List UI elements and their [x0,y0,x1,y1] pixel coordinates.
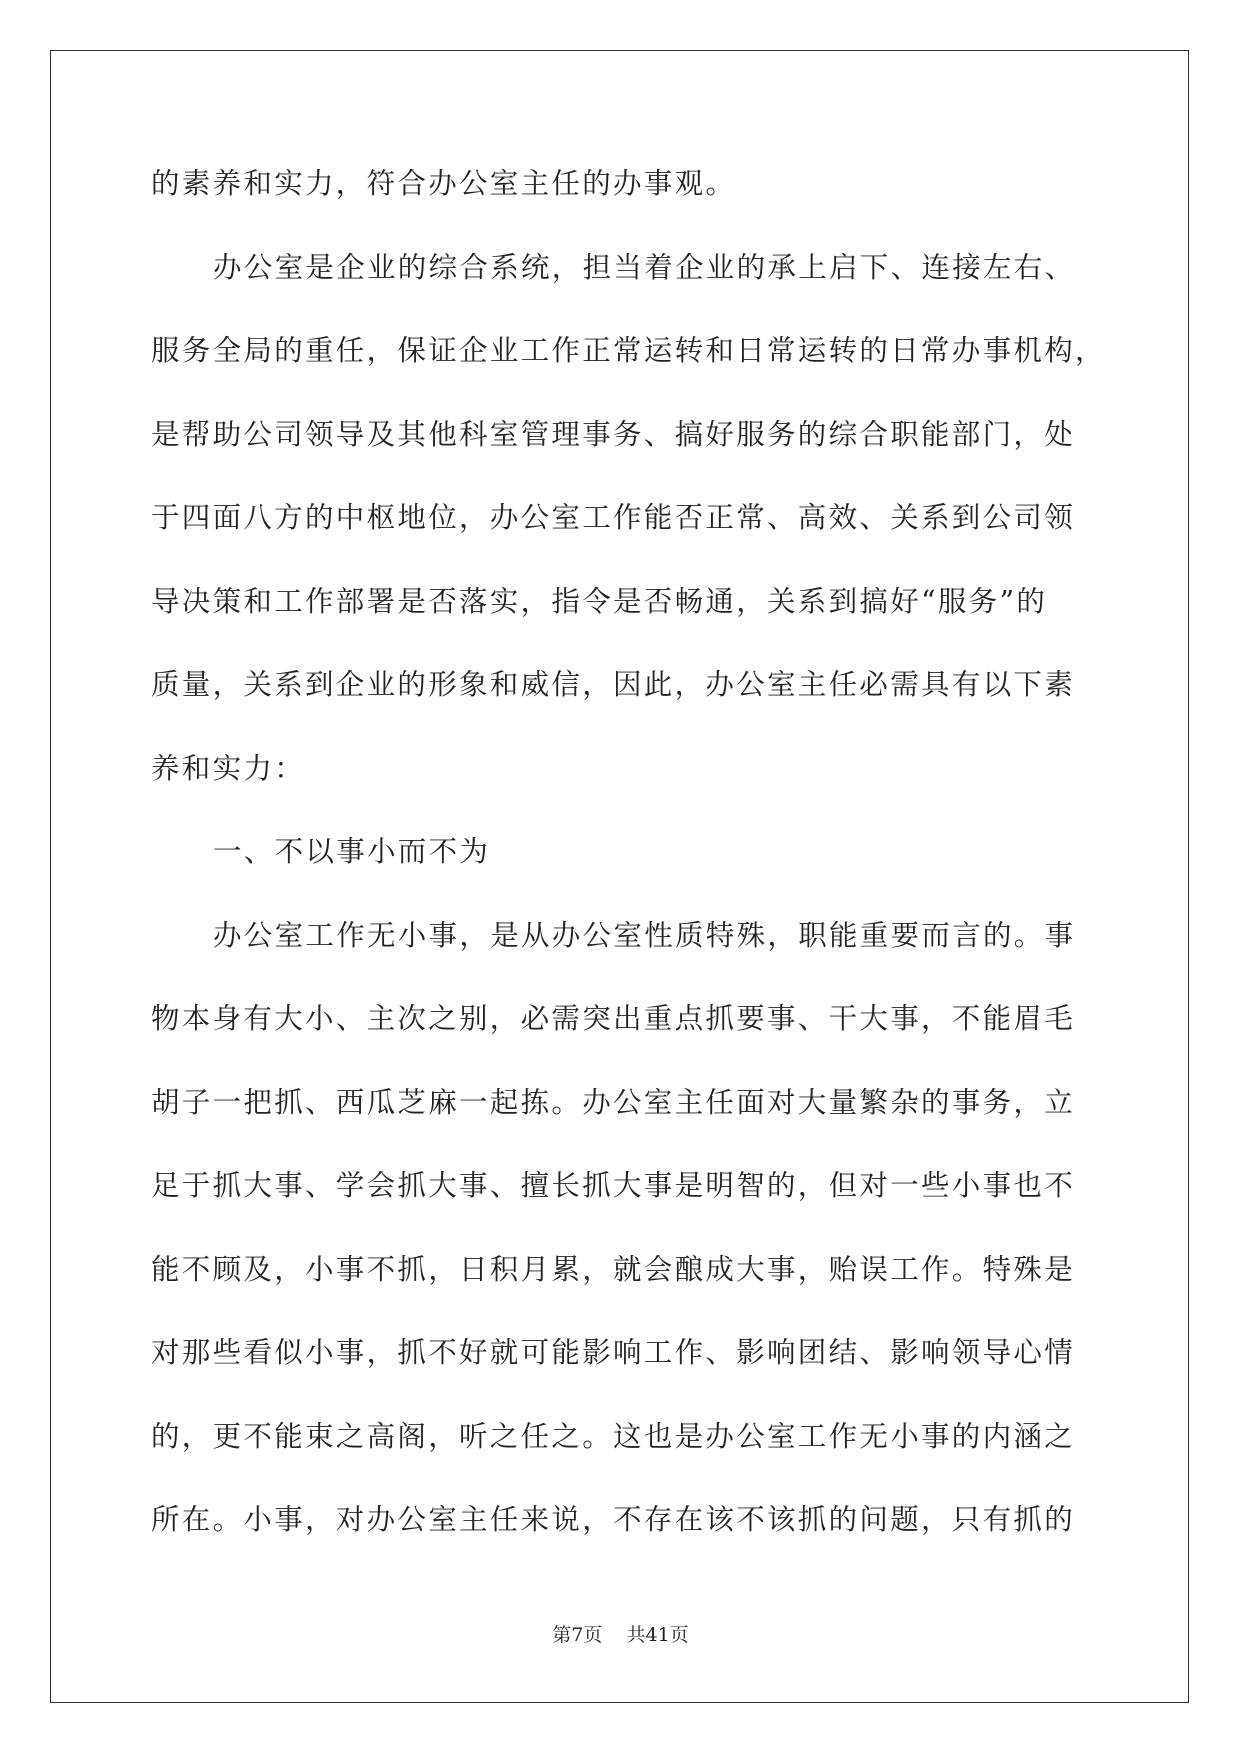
text-line: 的素养和实力，符合办公室主任的办事观。 [151,167,737,200]
text-line: 服务全局的重任，保证企业工作正常运转和日常运转的日常办事机构， [151,334,1106,367]
text-line: 导决策和工作部署是否落实，指令是否畅通，关系到搞好“服务”的 [151,584,1048,618]
page-total: 共41页 [626,1624,689,1646]
text-line: 一、不以事小而不为 [213,835,491,868]
text-line: 物本身有大小、主次之别，必需突出重点抓要事、干大事，不能眉毛 [151,1002,1076,1035]
page-number: 第7页 [552,1624,603,1646]
text-line: 质量，关系到企业的形象和威信，因此，办公室主任必需具有以下素 [151,668,1076,701]
text-line: 的，更不能束之高阁，听之任之。这也是办公室工作无小事的内涵之 [151,1419,1076,1453]
page-footer [0,1620,1241,1647]
footer-gap [602,1624,626,1646]
document-body [151,162,1106,1582]
text-line: 所在。小事，对办公室主任来说，不存在该不该抓的问题，只有抓的 [151,1503,1076,1536]
text-line: 足于抓大事、学会抓大事、擅长抓大事是明智的，但对一些小事也不 [151,1169,1076,1202]
text-line: 胡子一把抓、西瓜芝麻一起拣。办公室主任面对大量繁杂的事务，立 [151,1085,1076,1119]
text-line: 养和实力： [151,751,306,785]
text-line: 对那些看似小事，抓不好就可能影响工作、影响团结、影响领导心情 [151,1336,1076,1369]
text-line: 于四面八方的中枢地位，办公室工作能否正常、高效、关系到公司领 [151,501,1076,534]
text-line: 办公室是企业的综合系统，担当着企业的承上启下、连接左右、 [213,250,1076,284]
text-line: 办公室工作无小事，是从办公室性质特殊，职能重要而言的。事 [213,918,1076,952]
text-line: 能不顾及，小事不抓，日积月累，就会酿成大事，贻误工作。特殊是 [151,1252,1076,1286]
text-line: 是帮助公司领导及其他科室管理事务、搞好服务的综合职能部门，处 [151,417,1076,451]
